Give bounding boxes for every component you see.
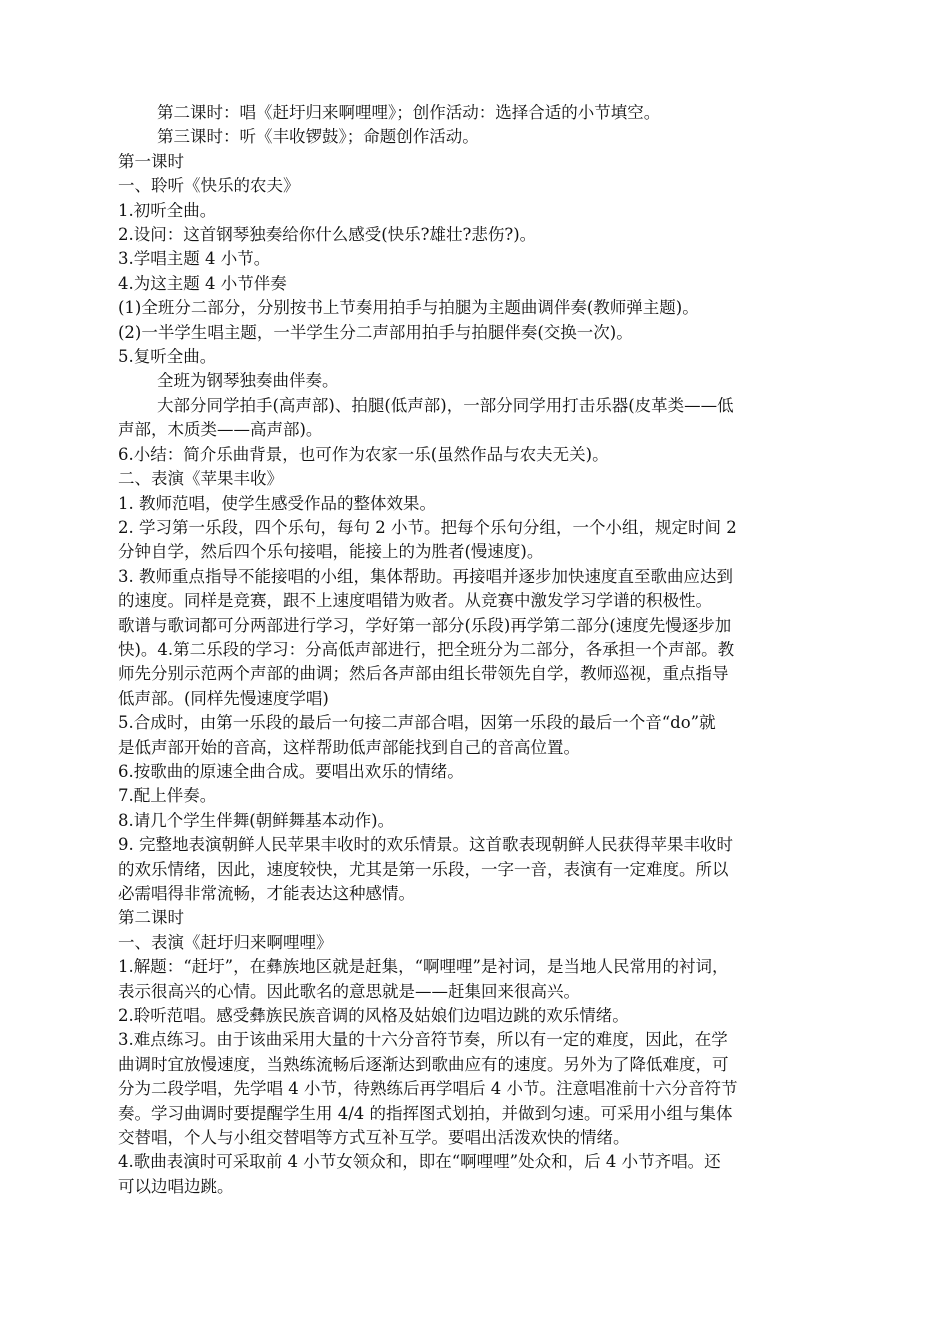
text-line: 全班为钢琴独奏曲伴奏。: [157, 371, 339, 391]
text-line: 3. 教师重点指导不能接唱的小组，集体帮助。再接唱并逐步加快速度直至歌曲应达到: [118, 566, 733, 586]
text-line: 一、表演《赶圩归来啊哩哩》: [118, 932, 333, 952]
text-line: 低声部。(同样先慢速度学唱): [118, 688, 329, 708]
text-line: 3.学唱主题 4 小节。: [118, 249, 271, 269]
text-line: 4.为这主题 4 小节伴奏: [118, 273, 287, 293]
text-line: 奏。学习曲调时要提醒学生用 4/4 的指挥图式划拍，并做到匀速。可采用小组与集体: [118, 1103, 733, 1123]
text-line: 2. 学习第一乐段，四个乐句，每句 2 小节。把每个乐句分组，一个小组，规定时间 2: [118, 517, 737, 537]
text-line: 师先分别示范两个声部的曲调；然后各声部由组长带领先自学，教师巡视，重点指导: [118, 664, 729, 684]
text-line: 的欢乐情绪，因此，速度较快，尤其是第一乐段，一字一音，表演有一定难度。所以: [118, 859, 729, 879]
text-line: 分钟自学，然后四个乐句接唱，能接上的为胜者(慢速度)。: [118, 542, 544, 562]
text-line: 快)。4.第二乐段的学习：分高低声部进行，把全班分为二部分，各承担一个声部。教: [118, 639, 735, 659]
text-line: 5.合成时，由第一乐段的最后一句接二声部合唱，因第一乐段的最后一个音“do”就: [118, 713, 716, 733]
document-body: [118, 101, 832, 1199]
text-line: 必需唱得非常流畅，才能表达这种感情。: [118, 884, 415, 903]
text-line: 第二课时：唱《赶圩归来啊哩哩》；创作活动：选择合适的小节填空。: [157, 103, 661, 122]
text-line: 第一课时: [118, 151, 184, 171]
text-line: 1.初听全曲。: [118, 200, 217, 220]
text-line: 一、聆听《快乐的农夫》: [118, 176, 300, 196]
text-line: 8.请几个学生伴舞(朝鲜舞基本动作)。: [118, 810, 395, 830]
text-line: 第二课时: [118, 908, 184, 928]
text-line: 6.小结：简介乐曲背景，也可作为农家一乐(虽然作品与农夫无关)。: [118, 444, 609, 464]
text-line: 可以边唱边跳。: [118, 1176, 234, 1196]
text-line: 交替唱，个人与小组交替唱等方式互补互学。要唱出活泼欢快的情绪。: [118, 1128, 630, 1148]
text-line: 6.按歌曲的原速全曲合成。要唱出欢乐的情绪。: [118, 761, 464, 781]
text-line: 的速度。同样是竞赛，跟不上速度唱错为败者。从竞赛中激发学习学谱的积极性。: [118, 591, 712, 611]
text-line: 第三课时：听《丰收锣鼓》；命题创作活动。: [157, 127, 479, 147]
text-line: 大部分同学拍手(高声部)、拍腿(低声部)，一部分同学用打击乐器(皮革类——低: [157, 395, 734, 415]
text-line: (2)一半学生唱主题，一半学生分二声部用拍手与拍腿伴奏(交换一次)。: [118, 322, 633, 342]
text-line: 是低声部开始的音高，这样帮助低声部能找到自己的音高位置。: [118, 737, 580, 757]
text-line: 5.复听全曲。: [118, 347, 217, 367]
text-line: 3.难点练习。由于该曲采用大量的十六分音符节奏，所以有一定的难度，因此，在学: [118, 1030, 728, 1050]
text-line: 歌谱与歌词都可分两部进行学习，学好第一部分(乐段)再学第二部分(速度先慢逐步加: [118, 615, 732, 635]
text-line: 4.歌曲表演时可采取前 4 小节女领众和，即在“啊哩哩”处众和，后 4 小节齐唱。还: [118, 1152, 721, 1172]
text-line: 2.聆听范唱。感受彝族民族音调的风格及姑娘们边唱边跳的欢乐情绪。: [118, 1006, 629, 1026]
text-line: 二、表演《苹果丰收》: [118, 469, 283, 489]
text-line: 声部，木质类——高声部)。: [118, 420, 323, 440]
text-line: 7.配上伴奏。: [118, 786, 217, 806]
text-line: 曲调时宜放慢速度，当熟练流畅后逐渐达到歌曲应有的速度。另外为了降低难度，可: [118, 1054, 729, 1074]
text-line: 1.解题：“赶圩”，在彝族地区就是赶集，“啊哩哩”是衬词，是当地人民常用的衬词，: [118, 957, 729, 977]
text-line: (1)全班分二部分，分别按书上节奏用拍手与拍腿为主题曲调伴奏(教师弹主题)。: [118, 298, 699, 318]
text-line: 1. 教师范唱，使学生感受作品的整体效果。: [118, 493, 436, 513]
text-line: 2.设问：这首钢琴独奏给你什么感受(快乐?雄壮?悲伤?)。: [118, 225, 537, 245]
text-line: 表示很高兴的心情。因此歌名的意思就是——赶集回来很高兴。: [118, 981, 580, 1001]
text-line: 分为二段学唱，先学唱 4 小节，待熟练后再学唱后 4 小节。注意唱准前十六分音符节: [118, 1079, 738, 1099]
text-line: 9. 完整地表演朝鲜人民苹果丰收时的欢乐情景。这首歌表现朝鲜人民获得苹果丰收时: [118, 835, 733, 855]
